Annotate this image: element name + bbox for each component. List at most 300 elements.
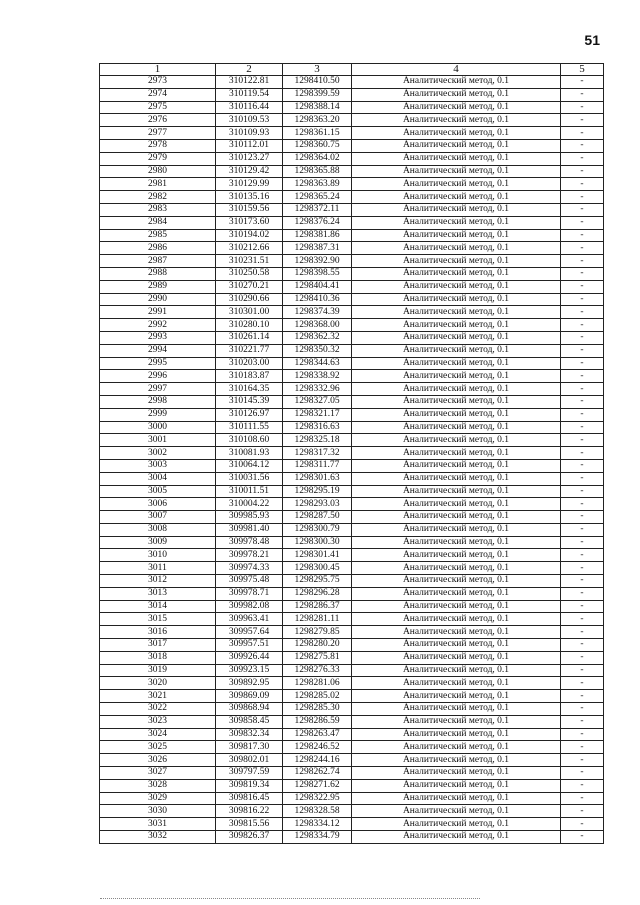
cell-point-number: 2987 [100,255,216,268]
cell-y: 1298285.30 [283,703,352,716]
cell-notes: - [561,767,604,780]
cell-point-number: 3021 [100,690,216,703]
cell-point-number: 3030 [100,805,216,818]
table-row [100,459,604,472]
table-row [100,395,604,408]
cell-point-number: 3000 [100,421,216,434]
cell-notes: - [561,831,604,844]
cell-method: Аналитический метод, 0.1 [352,651,561,664]
cell-y: 1298381.86 [283,229,352,242]
cell-notes: - [561,370,604,383]
cell-x: 310194.02 [216,229,283,242]
cell-y: 1298376.24 [283,216,352,229]
cell-x: 310129.42 [216,165,283,178]
column-header-notes: 5 [561,64,604,76]
cell-x: 309974.33 [216,562,283,575]
cell-point-number: 3009 [100,536,216,549]
cell-y: 1298364.02 [283,152,352,165]
table-row [100,587,604,600]
cell-point-number: 2993 [100,331,216,344]
table-row [100,703,604,716]
cell-method: Аналитический метод, 0.1 [352,331,561,344]
table-row [100,139,604,152]
cell-x: 309975.48 [216,575,283,588]
cell-y: 1298321.17 [283,408,352,421]
cell-y: 1298300.30 [283,536,352,549]
cell-point-number: 3024 [100,728,216,741]
cell-x: 310221.77 [216,344,283,357]
table-row [100,293,604,306]
cell-point-number: 2994 [100,344,216,357]
cell-method: Аналитический метод, 0.1 [352,319,561,332]
cell-x: 310290.66 [216,293,283,306]
table-row [100,319,604,332]
cell-method: Аналитический метод, 0.1 [352,306,561,319]
cell-point-number: 2979 [100,152,216,165]
cell-y: 1298368.00 [283,319,352,332]
table-row [100,677,604,690]
cell-point-number: 3001 [100,434,216,447]
cell-x: 310173.60 [216,216,283,229]
cell-method: Аналитический метод, 0.1 [352,280,561,293]
cell-method: Аналитический метод, 0.1 [352,293,561,306]
cell-x: 309797.59 [216,767,283,780]
table-row [100,779,604,792]
cell-point-number: 3002 [100,447,216,460]
cell-point-number: 3032 [100,831,216,844]
cell-method: Аналитический метод, 0.1 [352,549,561,562]
cell-notes: - [561,357,604,370]
cell-method: Аналитический метод, 0.1 [352,664,561,677]
cell-method: Аналитический метод, 0.1 [352,498,561,511]
cell-x: 309923.15 [216,664,283,677]
cell-x: 309832.34 [216,728,283,741]
cell-notes: - [561,293,604,306]
table-row [100,331,604,344]
cell-method: Аналитический метод, 0.1 [352,587,561,600]
cell-x: 310031.56 [216,472,283,485]
cell-notes: - [561,114,604,127]
cell-y: 1298404.41 [283,280,352,293]
cell-y: 1298301.63 [283,472,352,485]
cell-method: Аналитический метод, 0.1 [352,831,561,844]
table-row [100,472,604,485]
cell-notes: - [561,127,604,140]
cell-point-number: 3025 [100,741,216,754]
cell-notes: - [561,523,604,536]
table-row [100,383,604,396]
table-row [100,152,604,165]
table-row [100,562,604,575]
cell-notes: - [561,805,604,818]
cell-notes: - [561,536,604,549]
cell-point-number: 2989 [100,280,216,293]
cell-method: Аналитический метод, 0.1 [352,127,561,140]
table-body [100,76,604,844]
cell-notes: - [561,216,604,229]
table-row [100,831,604,844]
cell-notes: - [561,613,604,626]
cell-point-number: 3011 [100,562,216,575]
cell-point-number: 2999 [100,408,216,421]
cell-method: Аналитический метод, 0.1 [352,421,561,434]
cell-point-number: 3007 [100,511,216,524]
table-row [100,523,604,536]
cell-y: 1298332.96 [283,383,352,396]
cell-point-number: 2990 [100,293,216,306]
table-row [100,229,604,242]
cell-method: Аналитический метод, 0.1 [352,600,561,613]
cell-method: Аналитический метод, 0.1 [352,114,561,127]
cell-x: 309978.21 [216,549,283,562]
cell-notes: - [561,280,604,293]
cell-y: 1298316.63 [283,421,352,434]
cell-method: Аналитический метод, 0.1 [352,203,561,216]
cell-y: 1298365.24 [283,191,352,204]
cell-notes: - [561,651,604,664]
cell-method: Аналитический метод, 0.1 [352,370,561,383]
cell-point-number: 3015 [100,613,216,626]
cell-point-number: 3013 [100,587,216,600]
cell-point-number: 2998 [100,395,216,408]
cell-x: 309858.45 [216,715,283,728]
cell-x: 310280.10 [216,319,283,332]
cell-y: 1298338.92 [283,370,352,383]
cell-x: 310109.93 [216,127,283,140]
cell-y: 1298374.39 [283,306,352,319]
cell-y: 1298399.59 [283,88,352,101]
cell-x: 309985.93 [216,511,283,524]
cell-notes: - [561,191,604,204]
cell-notes: - [561,498,604,511]
table-row [100,536,604,549]
cell-x: 310122.81 [216,76,283,89]
cell-notes: - [561,267,604,280]
table-row [100,626,604,639]
cell-x: 310112.01 [216,139,283,152]
cell-notes: - [561,101,604,114]
cell-method: Аналитический метод, 0.1 [352,76,561,89]
cell-y: 1298334.79 [283,831,352,844]
cell-y: 1298392.90 [283,255,352,268]
page-number: 51 [584,32,600,48]
cell-x: 309978.48 [216,536,283,549]
table-row [100,485,604,498]
cell-point-number: 2981 [100,178,216,191]
cell-method: Аналитический метод, 0.1 [352,805,561,818]
cell-y: 1298280.20 [283,639,352,652]
cell-notes: - [561,600,604,613]
cell-x: 310301.00 [216,306,283,319]
cell-point-number: 2992 [100,319,216,332]
table-row [100,191,604,204]
cell-x: 310109.53 [216,114,283,127]
cell-point-number: 2974 [100,88,216,101]
cell-notes: - [561,383,604,396]
cell-y: 1298328.58 [283,805,352,818]
cell-point-number: 3014 [100,600,216,613]
cell-notes: - [561,549,604,562]
table-row [100,267,604,280]
table-row [100,511,604,524]
cell-method: Аналитический метод, 0.1 [352,818,561,831]
table-row [100,818,604,831]
cell-y: 1298363.89 [283,178,352,191]
cell-x: 309982.08 [216,600,283,613]
cell-point-number: 2978 [100,139,216,152]
cell-point-number: 3003 [100,459,216,472]
cell-x: 310250.58 [216,267,283,280]
cell-y: 1298365.88 [283,165,352,178]
cell-x: 309892.95 [216,677,283,690]
cell-x: 310270.21 [216,280,283,293]
cell-y: 1298295.19 [283,485,352,498]
cell-notes: - [561,408,604,421]
table-row [100,370,604,383]
cell-y: 1298296.28 [283,587,352,600]
cell-notes: - [561,229,604,242]
table-row [100,165,604,178]
cell-y: 1298271.62 [283,779,352,792]
cell-point-number: 3008 [100,523,216,536]
cell-method: Аналитический метод, 0.1 [352,639,561,652]
cell-notes: - [561,639,604,652]
table-row [100,434,604,447]
table-row [100,549,604,562]
cell-y: 1298293.03 [283,498,352,511]
cell-y: 1298325.18 [283,434,352,447]
cell-point-number: 2977 [100,127,216,140]
cell-y: 1298410.36 [283,293,352,306]
cell-method: Аналитический метод, 0.1 [352,165,561,178]
cell-notes: - [561,779,604,792]
table-row [100,216,604,229]
cell-point-number: 2980 [100,165,216,178]
cell-x: 310129.99 [216,178,283,191]
cell-notes: - [561,587,604,600]
table-row [100,101,604,114]
cell-x: 310004.22 [216,498,283,511]
cell-method: Аналитический метод, 0.1 [352,357,561,370]
cell-method: Аналитический метод, 0.1 [352,754,561,767]
table-row [100,242,604,255]
column-header-x: 2 [216,64,283,76]
cell-method: Аналитический метод, 0.1 [352,792,561,805]
cell-point-number: 3026 [100,754,216,767]
cell-y: 1298295.75 [283,575,352,588]
cell-y: 1298360.75 [283,139,352,152]
table-row [100,88,604,101]
cell-method: Аналитический метод, 0.1 [352,485,561,498]
cell-notes: - [561,344,604,357]
cell-y: 1298285.02 [283,690,352,703]
cell-y: 1298317.32 [283,447,352,460]
cell-method: Аналитический метод, 0.1 [352,229,561,242]
cell-x: 310111.55 [216,421,283,434]
cell-x: 310108.60 [216,434,283,447]
cell-x: 310261.14 [216,331,283,344]
cell-x: 310164.35 [216,383,283,396]
table-row [100,280,604,293]
cell-x: 310159.56 [216,203,283,216]
table-row [100,715,604,728]
cell-y: 1298362.32 [283,331,352,344]
table-row [100,767,604,780]
cell-x: 309963.41 [216,613,283,626]
cell-method: Аналитический метод, 0.1 [352,690,561,703]
cell-x: 309957.64 [216,626,283,639]
cell-y: 1298363.20 [283,114,352,127]
cell-y: 1298344.63 [283,357,352,370]
cell-x: 309926.44 [216,651,283,664]
cell-method: Аналитический метод, 0.1 [352,344,561,357]
cell-y: 1298350.32 [283,344,352,357]
cell-y: 1298388.14 [283,101,352,114]
table-row [100,344,604,357]
table-row [100,600,604,613]
cell-x: 310119.54 [216,88,283,101]
cell-x: 309868.94 [216,703,283,716]
cell-point-number: 2997 [100,383,216,396]
cell-notes: - [561,152,604,165]
cell-y: 1298301.41 [283,549,352,562]
cell-point-number: 2986 [100,242,216,255]
cell-point-number: 3018 [100,651,216,664]
cell-y: 1298387.31 [283,242,352,255]
cell-method: Аналитический метод, 0.1 [352,472,561,485]
cell-x: 310203.00 [216,357,283,370]
cell-method: Аналитический метод, 0.1 [352,741,561,754]
cell-y: 1298327.05 [283,395,352,408]
cell-y: 1298279.85 [283,626,352,639]
cell-method: Аналитический метод, 0.1 [352,139,561,152]
cell-notes: - [561,562,604,575]
cell-point-number: 2995 [100,357,216,370]
cell-y: 1298262.74 [283,767,352,780]
cell-method: Аналитический метод, 0.1 [352,178,561,191]
cell-notes: - [561,306,604,319]
cell-notes: - [561,511,604,524]
cell-notes: - [561,792,604,805]
cell-x: 309819.34 [216,779,283,792]
cell-method: Аналитический метод, 0.1 [352,447,561,460]
cell-notes: - [561,690,604,703]
cell-y: 1298311.77 [283,459,352,472]
cell-method: Аналитический метод, 0.1 [352,459,561,472]
cell-notes: - [561,395,604,408]
cell-method: Аналитический метод, 0.1 [352,715,561,728]
cell-x: 310123.27 [216,152,283,165]
cell-notes: - [561,139,604,152]
cell-point-number: 3029 [100,792,216,805]
cell-notes: - [561,165,604,178]
cell-method: Аналитический метод, 0.1 [352,523,561,536]
table-row [100,255,604,268]
cell-point-number: 3006 [100,498,216,511]
cell-x: 309826.37 [216,831,283,844]
cell-notes: - [561,626,604,639]
cell-x: 310081.93 [216,447,283,460]
cell-point-number: 3031 [100,818,216,831]
cell-x: 309816.45 [216,792,283,805]
cell-notes: - [561,242,604,255]
cell-method: Аналитический метод, 0.1 [352,383,561,396]
cell-notes: - [561,88,604,101]
cell-x: 309978.71 [216,587,283,600]
cell-method: Аналитический метод, 0.1 [352,101,561,114]
table-row [100,203,604,216]
cell-y: 1298286.59 [283,715,352,728]
cell-notes: - [561,728,604,741]
cell-method: Аналитический метод, 0.1 [352,511,561,524]
cell-notes: - [561,677,604,690]
cell-point-number: 2988 [100,267,216,280]
cell-point-number: 2982 [100,191,216,204]
cell-notes: - [561,255,604,268]
table-row [100,127,604,140]
cell-point-number: 3005 [100,485,216,498]
cell-y: 1298372.11 [283,203,352,216]
cell-notes: - [561,331,604,344]
cell-method: Аналитический метод, 0.1 [352,562,561,575]
cell-point-number: 2975 [100,101,216,114]
cell-notes: - [561,472,604,485]
cell-x: 310183.87 [216,370,283,383]
cell-y: 1298286.37 [283,600,352,613]
coordinates-table [99,63,604,844]
table-row [100,447,604,460]
cell-x: 309816.22 [216,805,283,818]
cell-method: Аналитический метод, 0.1 [352,703,561,716]
cell-notes: - [561,485,604,498]
cell-y: 1298281.11 [283,613,352,626]
table-row [100,664,604,677]
cell-point-number: 3017 [100,639,216,652]
cell-x: 309815.56 [216,818,283,831]
cell-point-number: 2983 [100,203,216,216]
scan-artifact-line [100,898,480,899]
table-row [100,741,604,754]
column-header-method: 4 [352,64,561,76]
table-row [100,357,604,370]
cell-notes: - [561,178,604,191]
cell-x: 310126.97 [216,408,283,421]
table-row [100,639,604,652]
table-row [100,408,604,421]
cell-y: 1298398.55 [283,267,352,280]
cell-point-number: 3019 [100,664,216,677]
cell-point-number: 2996 [100,370,216,383]
cell-method: Аналитический метод, 0.1 [352,191,561,204]
table-row [100,178,604,191]
table-row [100,651,604,664]
cell-x: 310011.51 [216,485,283,498]
cell-y: 1298334.12 [283,818,352,831]
cell-x: 309981.40 [216,523,283,536]
cell-method: Аналитический метод, 0.1 [352,88,561,101]
cell-point-number: 3022 [100,703,216,716]
cell-method: Аналитический метод, 0.1 [352,575,561,588]
cell-method: Аналитический метод, 0.1 [352,613,561,626]
cell-method: Аналитический метод, 0.1 [352,216,561,229]
cell-method: Аналитический метод, 0.1 [352,152,561,165]
cell-notes: - [561,664,604,677]
table-row [100,728,604,741]
cell-point-number: 3027 [100,767,216,780]
cell-point-number: 3028 [100,779,216,792]
cell-method: Аналитический метод, 0.1 [352,626,561,639]
cell-notes: - [561,459,604,472]
